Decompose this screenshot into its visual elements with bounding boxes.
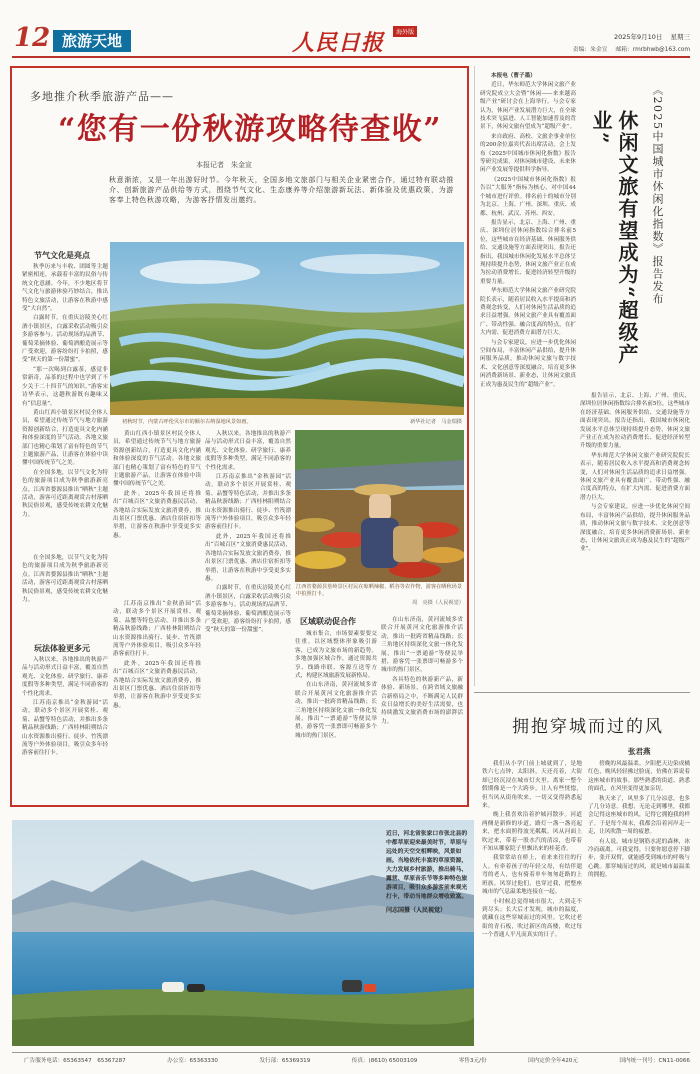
- side-col1: [480, 72, 576, 684]
- paragraph: 我们从小学门前上城就到了，是地铁六七点钟，太阳斜，天还亮着，大街却已经沉浸在城市灯火里。离家一整个假期像是一个大跨步，让人有些恍惚，但当风从街角吹来，一切又变得熟悉起来。: [482, 761, 582, 810]
- paragraph: 在全国多地，以节气文化为特色的旅游项目成为秋季旅游新亮点。江西省婺源县推出“晒秋”主题活动，游客可近距离观赏古村落晒秋民俗景观，感受传统农耕文化魅力。: [22, 555, 108, 604]
- paragraph: 在山东济南，黄河流域多省联合开展黄河文化旅游推介活动，推出一批跨省精品线路；长三角地区持续深化文旅一体化发展，推出“一票通游”等便民举措，游客凭一张票即可畅游多个城市的热门景区。: [295, 682, 377, 739]
- side-byline-text: 本报电（曹子墨）: [491, 73, 536, 79]
- paragraph: 与会专家建议，应进一步优化休闲空间布局，丰富休闲产品供给，提升休闲服务品质，推动休闲文旅与数字技术、文化创意等深度融合，培育更多休闲消费新场景、新业态，让休闲文旅真正成为惠及民生的“超级产业”。: [580, 504, 690, 553]
- paragraph: 晚上我喜欢沿着护城河散步。河道两侧是新修的步道，路灯一盏一盏亮起来，把水面照得波光粼粼。风从河面上吹过来，带着一股水汽的清凉，也带着不知从哪家院子里飘出来的桂花香。: [482, 812, 582, 853]
- paragraph: 黄山红西小镇景区村民全体人员，希望通过传统节气与地方旅游资源创新结合，打造更具文化内涵和体验深度的节气活动。各地文旅部门也精心策划了富有特色的节气主题旅游产品，让游客在体验中读懂中国传统节气之美。: [22, 409, 108, 467]
- paragraph: 与会专家建议，应进一步优化休闲空间布局，丰富休闲产品供给，提升休闲服务品质，推动休闲文旅与数字技术、文化创意等深度融合，培育更多休闲消费新场景、新业态，让休闲文旅真正成为惠及民生的“超级产业”。: [480, 339, 576, 388]
- bottom-photo-caption: 近日，河北省张家口市张北县的中都草原迎来最美时节，草原与远处的天空交相辉映，风景如画。当地依托丰富的草原资源，大力发展乡村旅游，推出骑马、露营、草原音乐节等多种特色旅游项目，吸引众多游客前来观光打卡，带动当地群众增收致富。: [386, 831, 468, 900]
- essay-col1: [482, 760, 582, 1060]
- masthead-editor-line: [478, 44, 690, 53]
- masthead-logo: [292, 26, 417, 57]
- col1-text-a: [22, 263, 108, 553]
- paragraph: “那一次喝到白露茶，感觉非常新奇，品茶的过程中也学到了不少关于二十四节气的知识。”游客宋诗华表示，这趟秋游既有趣味又有“信息量”。: [22, 366, 108, 407]
- col2-text-b: [113, 600, 201, 800]
- col3-text-a: [205, 430, 291, 800]
- harvest-drying-illustration: [295, 430, 464, 582]
- photo-harvest-drying: [295, 430, 464, 582]
- essay-title: 拥抱穿城而过的风: [512, 717, 664, 737]
- paragraph: 秋天来了，风里多了几分凉意，也多了几分诗意。我想，无论走到哪里，我都会记得这座城市的风，记得它拥抱我的样子。于是每个周末，我都会沿着河岸走一走，让风吹散一周的疲惫。: [588, 795, 690, 836]
- section-label: 旅游天地: [53, 30, 131, 52]
- paragraph: 此外，2025年我国还将推出“百城百区”文旅消费惠民活动，各地结合实际发放文旅消费券，推出景区门票优惠、酒店住宿折扣等举措，让游客在秋游中享受更多实惠。: [205, 533, 291, 582]
- paragraph: 江苏南京推出“金秋游园”活动，联动多个景区开展赏桂、观菊、品蟹等特色活动，并推出多条精品秋游线路；广西桂林阳朔结合山水资源推出骑行、徒步、竹筏漂流等户外体验项目，吸引众多年轻游客前往打卡。: [22, 700, 108, 757]
- paragraph: 入秋以来，各地推出的秋游产品与活动形式日益丰富，覆盖自然观光、文化体验、研学旅行、康养度假等多种类型，满足不同游客的个性化需求。: [205, 431, 291, 471]
- col2-text-a: [113, 430, 201, 600]
- email[interactable]: 邮箱：rmrbhwb@163.com: [615, 47, 690, 53]
- main-byline: 本报记者 朱金宣: [196, 161, 252, 169]
- paragraph: 入秋以来，各地推出的秋游产品与活动形式日益丰富，覆盖自然观光、文化体验、研学旅行、康养度假等多种类型，满足不同游客的个性化需求。: [22, 657, 108, 697]
- section-heading-3: 区域联动促合作: [300, 617, 356, 626]
- side-subtitle-vertical: 《2025中国城市休闲化指数》报告发布: [651, 84, 664, 306]
- paragraph: 在全国多地，以节气文化为特色的旅游项目成为秋季旅游新亮点。江西省婺源县推出“晒秋”主题活动，游客可近距离观赏古村落晒秋民俗景观，感受传统农耕文化魅力。: [22, 469, 108, 518]
- footer-issn: 国内统一刊号：CN11-0066: [619, 1058, 690, 1064]
- main-kicker: 多地推介秋季旅游产品——: [30, 90, 174, 103]
- paragraph: 有人说，城市是钢筋水泥的森林，冰冷而疏离。可我觉得，只要你愿意停下脚步，张开双臂，就能感受到城市的呼吸与心跳。那穿城而过的风，就是城市最温柔的拥抱。: [588, 838, 690, 879]
- photo1-credit: 新华社记者 马金瑞摄: [410, 419, 462, 425]
- paragraph: 此外，2025年我国还将推出“百城百区”文旅消费惠民活动，各地结合实际发放文旅消费券，推出景区门票优惠、酒店住宿折扣等举措，让游客在秋游中享受更多实惠。: [113, 660, 201, 709]
- photo2-caption: 江西省婺源县篁岭景区村民在晾晒辣椒、稻谷等农作物，游客在晒秋场景中拍照打卡。: [296, 584, 463, 597]
- paragraph: 来自政府、高校、文旅企事业单位的200余位嘉宾代表出席活动。会上发布《2025中国城市休闲化指数》报告等研究成果，对休闲城市建设、未来休闲产业发展等提供科学指导。: [480, 133, 576, 174]
- paragraph: 江苏南京推出“金秋游园”活动，联动多个景区开展赏桂、观菊、品蟹等特色活动，并推出多条精品秋游线路；广西桂林阳朔结合山水资源推出骑行、徒步、竹筏漂流等户外体验项目，吸引众多年轻游客前往打卡。: [113, 601, 201, 658]
- paragraph: 城市集合，市场要素要要交往重。以区域整体形象吸引游客，已成为文旅市场的新趋势。多地加强区域合作，通过资源共享、线路串联、客源互送等方式，构建区域旅游发展新格局。: [295, 631, 377, 680]
- weekday: 星期三: [670, 33, 690, 41]
- side-title-vertical: 休闲文旅有望成为“超级产业”: [589, 110, 639, 366]
- essay-author: 张君燕: [628, 747, 651, 756]
- footer-retail-price: 零售3元/份: [458, 1058, 487, 1064]
- photo-grassland-river: [110, 242, 464, 415]
- col5-text: [381, 616, 463, 800]
- paragraph: 《2025中国城市休闲化指数》报告以“大服务”指标为核心，对中国44个城市进行评价。排名前十的城市分别为北京、上海、广州、深圳、重庆、成都、杭州、武汉、苏州、西安。: [480, 176, 576, 217]
- bottom-photo-credit: 闫志国摄（人民视觉）: [386, 907, 447, 914]
- paragraph: 小时候总觉得城市很大，大到走不到尽头；长大后才发现，城市的温度，就藏在这些穿城而过的风里。它吹过老街的青石板，吹过新区的高楼，吹过每一个普通人平凡而真实的日子。: [482, 898, 582, 939]
- section-heading-2: 玩法体验更多元: [34, 644, 90, 653]
- bottom-photo-caption-box: [386, 830, 468, 1040]
- footer-distribution: 发行部：65369319: [259, 1058, 311, 1064]
- paragraph: 此外，2025年我国还将推出“百城百区”文旅消费惠民活动，各地结合实际发放文旅消费券，推出景区门票优惠、酒店住宿折扣等举措，让游客在秋游中享受更多实惠。: [113, 490, 201, 539]
- essay-rule-top: [474, 692, 690, 693]
- paragraph: 各具特色的秋游新产品，新体验、新场景，在跨省域文旅融合新格局之中，不断满足人民群众日益增长的美好生活需要，也持续激发文旅消费市场的澎湃活力。: [381, 676, 463, 725]
- logo-suffix: 海外版: [393, 26, 417, 37]
- footer-fax: 传真：(8610) 65003109: [351, 1058, 418, 1064]
- section-heading-1: 节气文化是亮点: [34, 251, 90, 260]
- paragraph: 白露时节，在重庆涪陵美心红酒小镇景区，白露采收活动吸引众多游客参与。活动现场的品酒节、葡萄采摘体验、葡萄酒酿造展示等广受欢迎，游客纷纷打卡拍照，感受“秋天的第一份甜蜜”。: [205, 585, 291, 634]
- paragraph: 报告显示，北京、上海、广州、重庆、深圳位居休闲指数综合排名前5位，这些城市在经济基础、休闲服务供给、交通设施等方面表现突出。报告还指出，我国城市休闲化发展水平总体呈现持续提升态势，休闲文旅产业正在成为拉动消费增长、促进经济转型升级的重要力量。: [580, 393, 690, 450]
- footer-office: 办公室：65363330: [167, 1058, 218, 1064]
- essay-col2: [588, 760, 690, 1060]
- paragraph: 近日，华东师范大学休闲文旅产业研究院成立大会暨“休闲——来来越高级产业”研讨会在上海举行。与会专家认为，休闲产业发展潜力巨大，在全球技术突飞猛进、人工智能加速普及的背景下，休闲文旅有望成为“超级产业”。: [480, 82, 576, 131]
- paragraph: 华东师范大学休闲文旅产业研究院院长表示，随着居民收入水平提高和消费观念转变，人们对休闲生活品质的追求日益增强。休闲文旅产业具有覆盖面广、带动性强、融合度高的特点，在扩大内需、促进消费方面潜力巨大。: [580, 452, 690, 501]
- footer-rule: [12, 1052, 690, 1053]
- masthead-date-line: [478, 32, 690, 41]
- grassland-river-illustration: [110, 242, 464, 415]
- logo-text: 人民日报: [292, 30, 385, 56]
- paragraph: 秋季历来与丰收、团圆等主题紧密相连，承载着丰富的民俗与传统文化意涵。今年，不少地区将节气文化与旅游体验巧妙结合，推出特色文旅活动，让游客在秋游中感受“大自然”。: [22, 264, 108, 313]
- col1-text-c: [22, 656, 108, 798]
- footer-annual-price: 国内定价全年420元: [528, 1058, 578, 1064]
- side-article-divider: [474, 66, 475, 686]
- editor: 责编：朱金宣: [572, 47, 608, 53]
- paragraph: 白露时节，在重庆涪陵美心红酒小镇景区，白露采收活动吸引众多游客参与。活动现场的品酒节、葡萄采摘体验、葡萄酒酿造展示等广受欢迎，游客纷纷打卡拍照，感受“秋天的第一份甜蜜”。: [22, 315, 108, 364]
- page-number: 12: [14, 23, 51, 53]
- col1-text-b: [22, 554, 108, 636]
- side-byline: [480, 72, 576, 80]
- photo1-caption: 初秋时节，内蒙古呼伦贝尔市的额尔古纳湿地风景如画。: [122, 419, 252, 425]
- main-title: “您有一份秋游攻略待查收”: [58, 112, 443, 147]
- footer: [24, 1056, 690, 1064]
- paragraph: 傍晚的风最温柔。夕阳把天边染成橘红色，晚风轻轻拂过脸庞，仿佛在诉说着这座城市的故事。那些熟悉的街道、熟悉的面孔，在风里变得更加亲切。: [588, 761, 690, 793]
- masthead-rule: [12, 56, 690, 58]
- paragraph: 在山东济南，黄河流域多省联合开展黄河文化旅游推介活动，推出一批跨省精品线路；长三角地区持续深化文旅一体化发展，推出“一票通游”等便民举措，游客凭一张票即可畅游多个城市的热门景区。: [381, 617, 463, 674]
- paragraph: 我常常站在桥上，看来来往往的行人。有牵着孩子的年轻父母，有结伴遛弯的老人，也有骑着单车匆匆赶路的上班族。风穿过他们，也穿过我，把整座城市的气息温柔地连接在一起。: [482, 855, 582, 896]
- paragraph: 黄山红西小镇景区村民全体人员，希望通过传统节气与地方旅游资源创新结合，打造更具文化内涵和体验深度的节气活动。各地文旅部门也精心策划了富有特色的节气主题旅游产品，让游客在体验中读懂中国传统节气之美。: [113, 431, 201, 488]
- masthead: [0, 0, 700, 58]
- footer-ad-phone: 广告服务电话：65363547 65367287: [24, 1058, 126, 1064]
- date: 2025年9月10日: [613, 33, 663, 41]
- paragraph: 报告显示，北京、上海、广州、重庆、深圳位居休闲指数综合排名前5位，这些城市在经济基础、休闲服务供给、交通设施等方面表现突出。报告还指出，我国城市休闲化发展水平总体呈现持续提升态势，休闲文旅产业正在成为拉动消费增长、促进经济转型升级的重要力量。: [480, 219, 576, 285]
- main-intro: 秋意渐浓，又是一年出游好时节。今年秋天，全国多地文旅部门与相关企业紧密合作，通过特有联动推介、创新旅游产品供给等方式，围绕节气文化、生态康养等介绍旅游新玩法、新体验及优惠政策，为游客奉上特色秋游攻略，为游客抒情发出邀约。: [109, 176, 454, 204]
- paragraph: 江苏南京推出“金秋游园”活动，联动多个景区开展赏桂、观菊、品蟹等特色活动，并推出多条精品秋游线路；广西桂林阳朔结合山水资源推出骑行、徒步、竹筏漂流等户外体验项目，吸引众多年轻游客前往打卡。: [205, 474, 291, 531]
- col4-text: [295, 630, 377, 800]
- photo2-credit: 周 亮摄（人民视觉）: [412, 600, 464, 606]
- paragraph: 华东师范大学休闲文旅产业研究院院长表示，随着居民收入水平提高和消费观念转变，人们对休闲生活品质的追求日益增强。休闲文旅产业具有覆盖面广、带动性强、融合度高的特点，在扩大内需、促进消费方面潜力巨大。: [480, 288, 576, 337]
- side-col2: [580, 392, 690, 684]
